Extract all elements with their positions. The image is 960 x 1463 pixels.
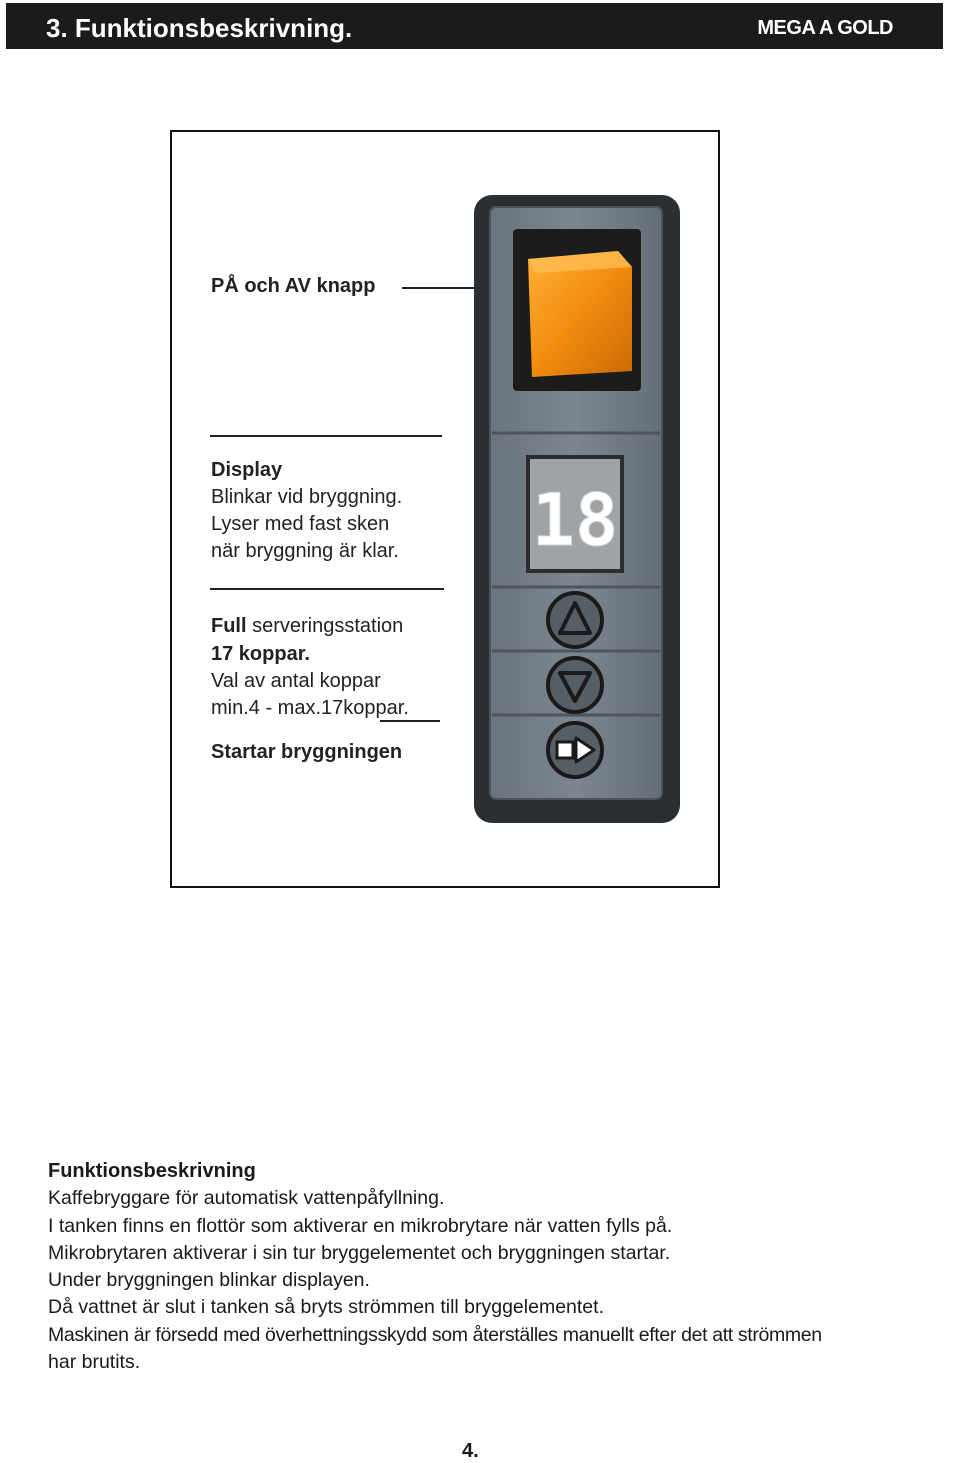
up-arrow-icon[interactable] (548, 593, 602, 647)
description-line: Då vattnet är slut i tanken så bryts strömmen till bryggelementet. (48, 1296, 604, 1319)
description-line: I tanken finns en flottör som aktiverar en mikrobrytare när vatten fylls på. (48, 1214, 673, 1237)
play-start-icon[interactable] (548, 723, 602, 777)
cups-label: 17 koppar. (211, 643, 310, 665)
down-arrow-icon[interactable] (548, 658, 602, 712)
full-station-label (211, 612, 403, 640)
display-desc-line-2: Lyser med fast sken (211, 513, 390, 535)
start-brew-label: Startar bryggningen (211, 741, 403, 763)
display-desc-line-3: när bryggning är klar. (211, 540, 399, 562)
display-divider-line (210, 435, 442, 437)
full-bold-text: Full (211, 615, 247, 637)
power-button-label: PÅ och AV knapp (211, 275, 376, 297)
power-switch-icon[interactable] (528, 251, 632, 377)
control-panel (470, 193, 685, 828)
description-line: Kaffebryggare för automatisk vattenpåfyllning. (48, 1187, 445, 1210)
description-line: har brutits. (48, 1351, 141, 1374)
cup-select-line-2: min.4 - max.17koppar. (211, 697, 409, 719)
display-desc-line-1: Blinkar vid bryggning. (211, 486, 403, 508)
cup-select-underline (380, 720, 440, 722)
description-heading: Funktionsbeskrivning (48, 1160, 256, 1182)
product-name: MEGA A GOLD (757, 17, 893, 39)
full-divider-line (210, 588, 444, 590)
digit-value: 18 (531, 478, 619, 562)
function-description (48, 1158, 958, 1376)
page-number: 4. (462, 1440, 479, 1462)
page-header (6, 3, 943, 49)
display-title: Display (211, 459, 283, 481)
full-rest-text: serveringsstation (252, 615, 404, 637)
description-line: Mikrobrytaren aktiverar i sin tur bryggelementet och bryggningen startar. (48, 1241, 671, 1264)
description-line: Maskinen är försedd med överhettningsskydd som återställes manuellt efter det att strömmen (48, 1323, 822, 1346)
cup-select-line-1: Val av antal koppar (211, 670, 381, 692)
description-line: Under bryggningen blinkar displayen. (48, 1269, 370, 1292)
section-title: 3. Funktionsbeskrivning. (46, 13, 353, 43)
